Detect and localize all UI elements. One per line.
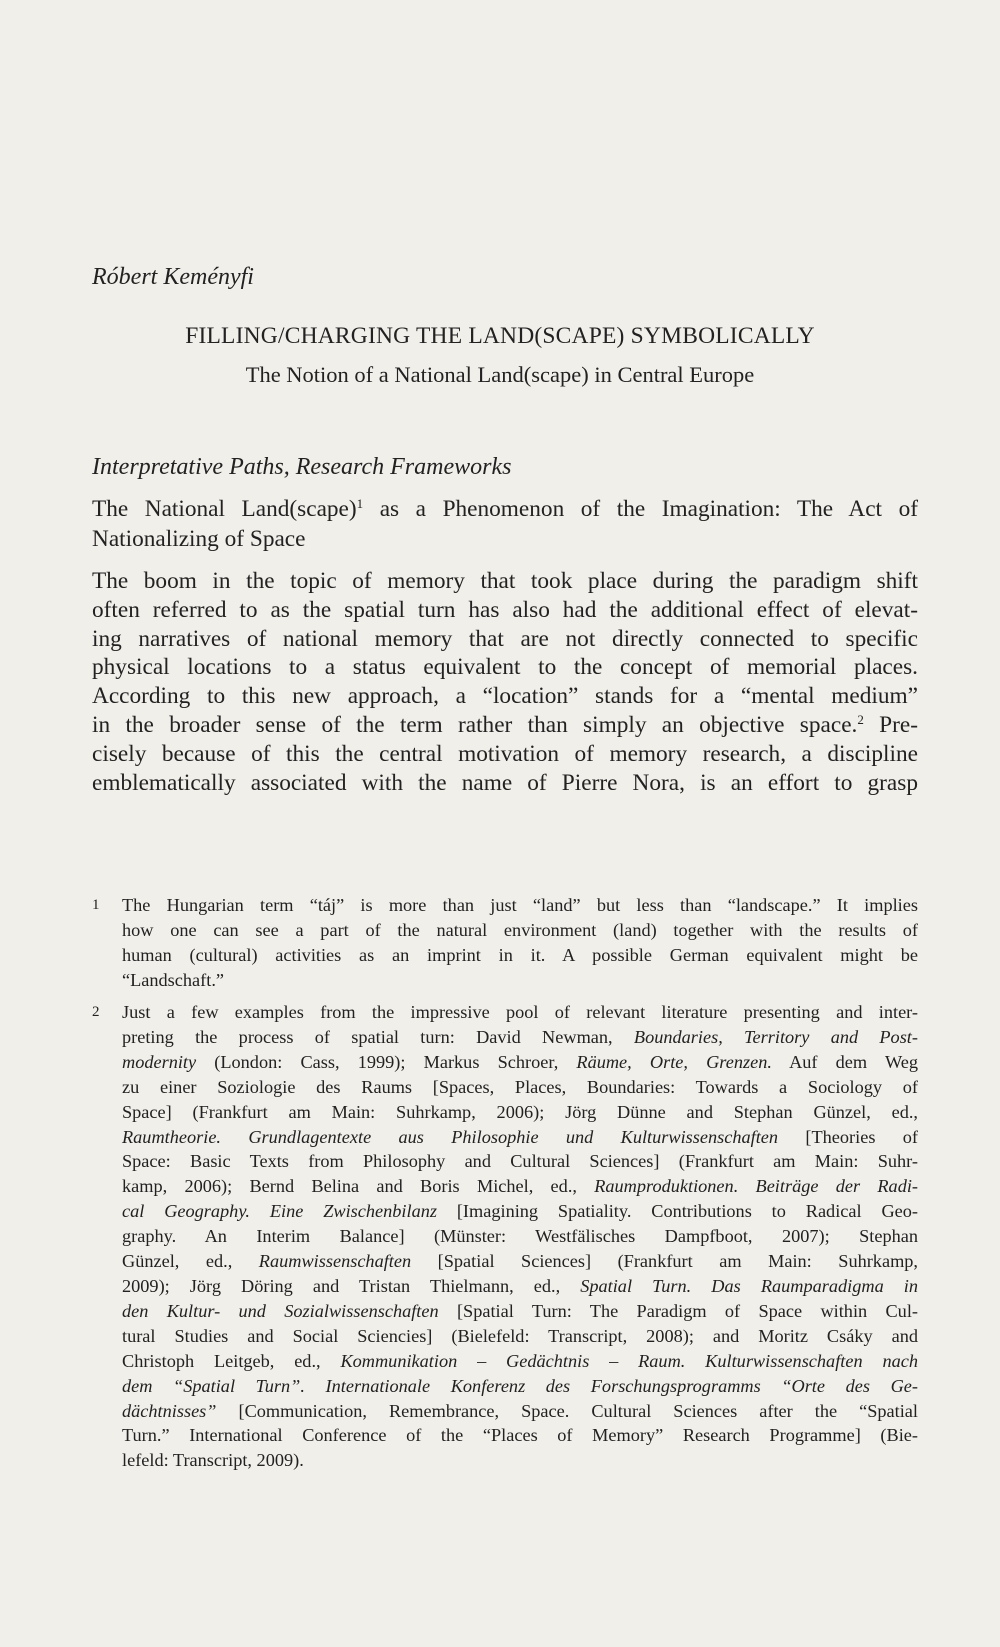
citation-title: dächtnisses” <box>122 1400 217 1421</box>
citation-text: [Communication, Remembrance, Space. Cultural Sciences after the “Spatial <box>216 1400 918 1421</box>
citation-title: Raumwissenschaften <box>258 1251 412 1272</box>
citation-text: Christoph Leitgeb, ed., <box>122 1350 341 1371</box>
body-text: in the broader sense of the term rather than simply an objective space. <box>92 711 858 738</box>
subsection-text: The National Land(scape) <box>92 496 357 522</box>
citation-title: Boundaries, Territory and Post- <box>633 1026 918 1047</box>
footnote-text <box>122 1000 918 1473</box>
author-name: Róbert Keményfi <box>92 264 254 290</box>
citation-text: [Spatial Sciences] (Frankfurt am Main: Suhrkamp, <box>411 1251 918 1272</box>
footnote-ref[interactable]: 2 <box>857 711 864 727</box>
citation-title: modernity <box>122 1051 197 1072</box>
citation-text: (London: Cass, 1999); Markus Schroer, <box>196 1051 577 1072</box>
chapter-title: FILLING/CHARGING THE LAND(SCAPE) SYMBOLICALLY <box>185 323 815 349</box>
citation-title: Räume, Orte, Grenzen. <box>576 1051 772 1072</box>
footnote-line <box>122 1174 918 1199</box>
footnote-line <box>122 1349 918 1374</box>
footnote-line <box>122 1199 918 1224</box>
citation-title: Kommunikation – Gedächtnis – Raum. Kulturwissenschaften nach <box>340 1350 918 1371</box>
footnote-line <box>122 1399 918 1424</box>
body-line: emblematically associated with the name of Pierre Nora, is an effort to grasp <box>92 769 918 796</box>
footnote-line: graphy. An Interim Balance] (Münster: Westfälisches Dampfboot, 2007); Stephan <box>122 1226 918 1247</box>
citation-text: Auf dem Weg <box>771 1051 918 1072</box>
body-paragraph <box>92 567 918 797</box>
body-line <box>92 711 918 740</box>
footnote-line: zu einer Soziologie des Raums [Spaces, Places, Boundaries: Towards a Sociology of <box>122 1076 918 1097</box>
subsection-line-1 <box>92 494 918 524</box>
footnote-number: 2 <box>92 1004 100 1020</box>
citation-text: [Spatial Turn: The Paradigm of Space within Cul- <box>438 1300 918 1321</box>
subsection-line-2: Nationalizing of Space <box>92 526 306 552</box>
footnote-line <box>122 1050 918 1075</box>
citation-text: Günzel, ed., <box>122 1251 259 1272</box>
footnote-line: Turn.” International Conference of the “Places of Memory” Research Programme] (Bie- <box>122 1425 918 1446</box>
footnote-line <box>122 1125 918 1150</box>
body-line: physical locations to a status equivalent to the concept of memorial places. <box>92 654 918 681</box>
footnote-line: Just a few examples from the impressive pool of relevant literature presenting and inter- <box>122 1002 918 1022</box>
citation-text: preting the process of spatial turn: David Newman, <box>122 1026 634 1047</box>
body-line: cisely because of this the central motivation of memory research, a discipline <box>92 740 918 767</box>
footnote-line: Space] (Frankfurt am Main: Suhrkamp, 2006); Jörg Dünne and Stephan Günzel, ed., <box>122 1101 918 1122</box>
citation-title: cal Geography. Eine Zwischenbilanz <box>122 1201 437 1222</box>
section-heading: Interpretative Paths, Research Frameworks <box>92 454 512 480</box>
body-line: The boom in the topic of memory that took place during the paradigm shift <box>92 568 918 594</box>
footnote-line: lefeld: Transcript, 2009). <box>122 1450 304 1471</box>
body-text: Pre- <box>863 711 918 738</box>
citation-title: Raumproduktionen. Beiträge der Radi- <box>594 1176 919 1197</box>
citation-text: 2009); Jörg Döring and Tristan Thielmann, ed., <box>122 1275 581 1296</box>
footnote-number: 1 <box>92 897 100 913</box>
footnote-line: human (cultural) activities as an imprint in it. A possible German equivalent might be <box>122 944 918 965</box>
citation-title: Raumtheorie. Grundlagentexte aus Philosophie und Kulturwissenschaften <box>122 1126 779 1147</box>
footnote-line: how one can see a part of the natural environment (land) together with the results of <box>122 919 918 940</box>
chapter-subtitle: The Notion of a National Land(scape) in Central Europe <box>245 362 755 387</box>
citation-title: den Kultur- und Sozialwissenschaften <box>122 1300 439 1321</box>
body-line: often referred to as the spatial turn has also had the additional effect of elevat- <box>92 596 918 623</box>
citation-text: kamp, 2006); Bernd Belina and Boris Michel, ed., <box>122 1176 595 1197</box>
footnote-line <box>122 1299 918 1324</box>
footnote-text <box>122 893 918 993</box>
footnote-ref[interactable]: 1 <box>356 496 364 511</box>
footnote-line <box>122 1025 918 1050</box>
footnote-line: The Hungarian term “táj” is more than just “land” but less than “landscape.” It implies <box>122 895 918 915</box>
citation-title: Spatial Turn. Das Raumparadigma in <box>580 1275 918 1296</box>
footnote-line <box>122 1249 918 1274</box>
subsection-heading <box>92 494 918 554</box>
footnote-line: “Landschaft.” <box>122 969 225 990</box>
citation-text: [Imagining Spatiality. Contributions to Radical Geo- <box>436 1201 918 1222</box>
body-line: ing narratives of national memory that are not directly connected to specific <box>92 625 918 652</box>
subsection-text: as a Phenomenon of the Imagination: The Act of <box>363 496 918 522</box>
footnote-line: tural Studies and Social Sciencies] (Bielefeld: Transcript, 2008); and Moritz Csáky and <box>122 1325 918 1346</box>
footnote-line: dem “Spatial Turn”. Internationale Konferenz des Forschungsprogramms “Orte des Ge- <box>122 1375 918 1396</box>
body-line: According to this new approach, a “location” stands for a “mental medium” <box>92 683 918 710</box>
footnote-line <box>122 1274 918 1299</box>
citation-text: [Theories of <box>778 1126 918 1147</box>
footnote-line: Space: Basic Texts from Philosophy and Cultural Sciences] (Frankfurt am Main: Suhr- <box>122 1151 918 1172</box>
